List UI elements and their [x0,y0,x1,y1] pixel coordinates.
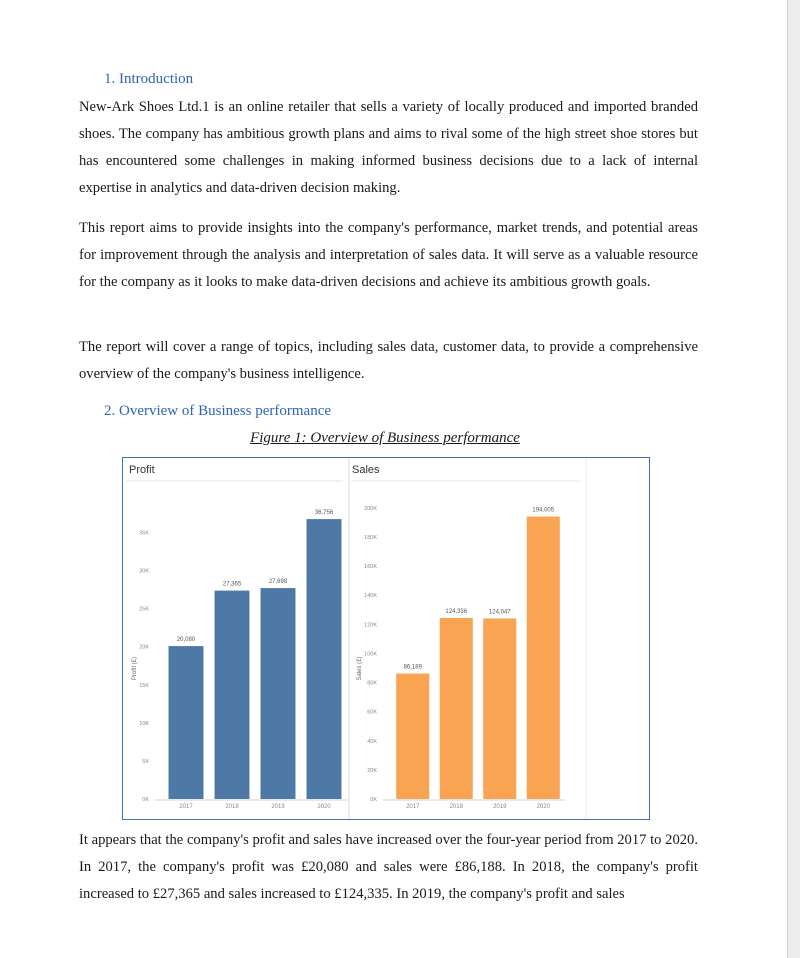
sales-bar-2019 [483,618,516,799]
profit-ytick-label: 30K [139,568,149,575]
page-edge [787,0,800,958]
profit-data-label: 20,080 [176,637,196,644]
sales-ytick-label: 0K [370,797,377,803]
profit-ytick-label: 35K [139,530,149,537]
section-heading-overview: 2. Overview of Business performance [104,403,332,419]
profit-data-label: 27,698 [268,579,288,586]
sales-bar-2017 [396,674,429,799]
profit-ytick-label: 10K [139,720,149,727]
intro-paragraph-2: This report aims to provide insights into the company's performance, market trends, and potential areas for improvement through the analysis and interpretation of sales data. It will serve as a valuable resource for the company as it looks to make data-driven decisions and achieve its ambitious growth goals. [79,220,698,290]
sales-ytick-label: 80K [367,680,377,687]
figure-1 [122,457,650,820]
sales-ytick-label: 160K [364,564,377,571]
sales-ytick-label: 60K [367,709,377,716]
profit-bar-2019 [261,588,296,799]
sales-ytick-label: 100K [364,651,377,658]
sales-ytick-label: 40K [367,738,377,745]
profit-ytick-label: 5K [142,758,149,765]
sales-xtick-label: 2017 [406,804,420,810]
profit-bar-2020 [307,519,342,799]
sales-ytick-label: 200K [364,505,377,512]
profit-xtick-label: 2018 [225,804,239,810]
profit-chart-title: Profit [129,464,155,476]
profit-xtick-label: 2020 [317,804,331,810]
profit-bar-2018 [215,591,250,799]
sales-ytick-label: 20K [367,767,377,774]
sales-ytick-label: 180K [364,534,377,541]
sales-xtick-label: 2019 [493,804,507,810]
sales-xtick-label: 2020 [536,804,550,810]
profit-data-label: 36,756 [314,510,334,517]
profit-ytick-label: 15K [139,682,149,689]
chart-canvas [123,458,649,819]
profit-xtick-label: 2019 [271,804,285,810]
sales-y-axis-label: Sales (£) [357,656,363,681]
sales-data-label: 124,047 [488,609,511,616]
profit-xtick-label: 2017 [179,804,193,810]
profit-ytick-label: 0K [142,797,149,803]
profit-ytick-label: 25K [139,606,149,613]
profit-ytick-label: 20K [139,644,149,651]
sales-chart-title: Sales [352,464,380,476]
profit-bar-2017 [169,646,204,799]
intro-paragraph-3: The report will cover a range of topics, including sales data, customer data, to provide a comprehensive overview of the company's business intelligence. [79,339,698,382]
profit-y-axis-label: Profit (£) [132,656,138,681]
sales-ytick-label: 120K [364,622,377,629]
sales-ytick-label: 140K [364,593,377,600]
intro-paragraph-1: New-Ark Shoes Ltd.1 is an online retailer that sells a variety of locally produced and imported branded shoes. The company has ambitious growth plans and aims to rival some of the high street shoe stores but has encountered some challenges in making informed business decisions due to a lack of internal expertise in analytics and data-driven decision making. [79,99,698,196]
sales-data-label: 86,189 [403,664,422,671]
sales-data-label: 124,336 [445,608,468,615]
sales-xtick-label: 2018 [449,804,463,810]
figure-caption: Figure 1: Overview of Business performance [250,430,520,446]
sales-bar-2020 [527,517,560,799]
section-heading-introduction: 1. Introduction [104,71,194,87]
overview-paragraph-1: It appears that the company's profit and sales have increased over the four-year period from 2017 to 2020. In 2017, the company's profit was £20,080 and sales were £86,188. In 2018, the company's profit increased to £27,365 and sales increased to £124,335. In 2019, the company's profit and sales [79,832,698,902]
sales-bar-2018 [440,618,473,799]
profit-data-label: 27,365 [222,581,242,588]
sales-data-label: 194,005 [532,507,555,514]
